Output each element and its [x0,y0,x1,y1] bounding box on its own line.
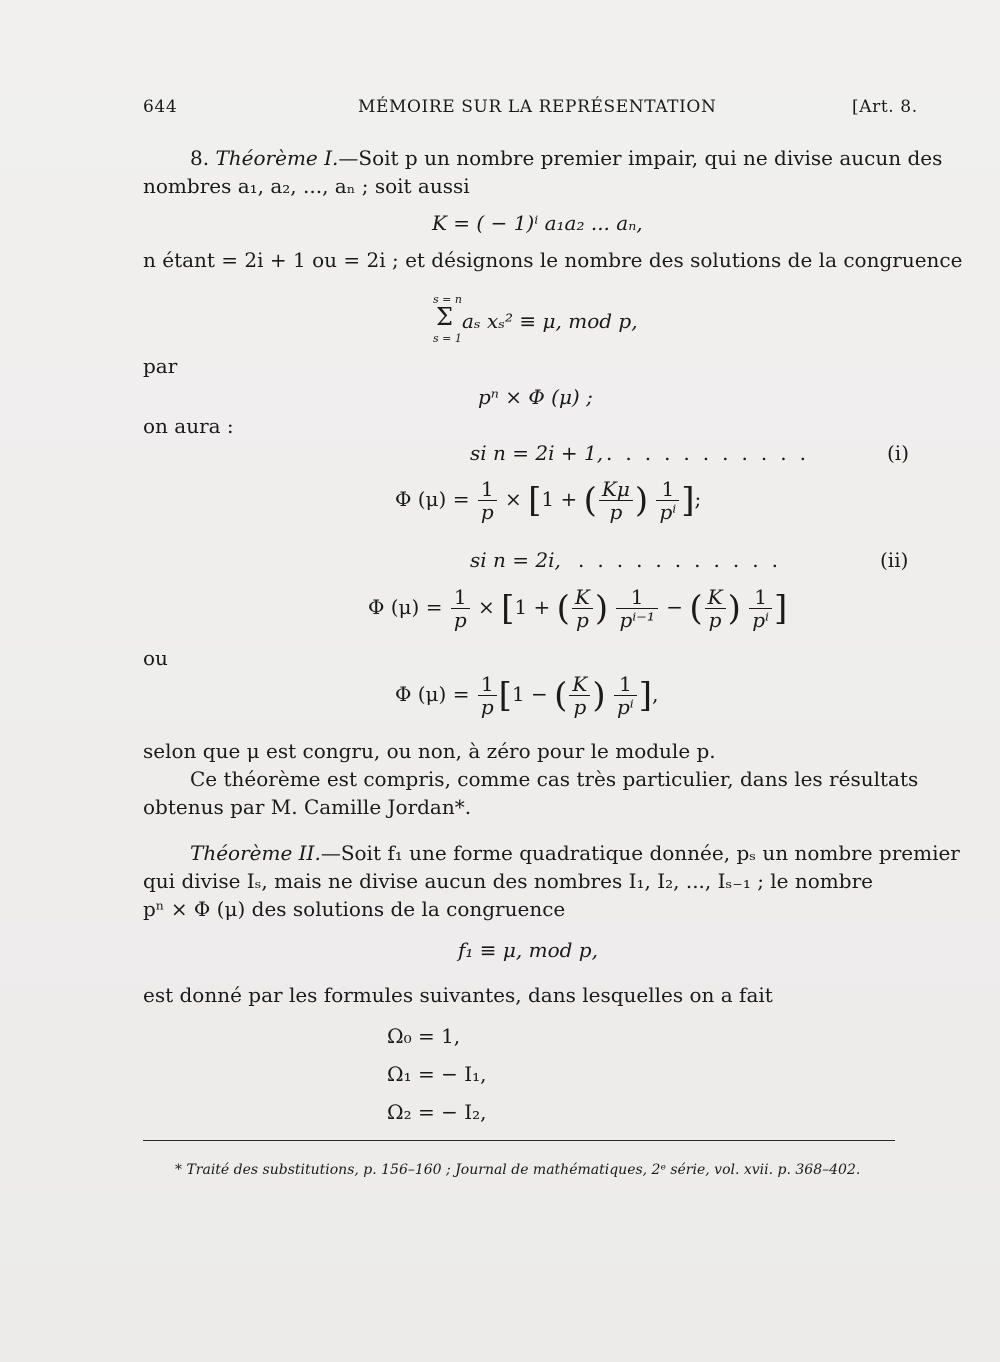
eq2-legendre-K-over-p-2: $\frac{K}{p}$ [705,586,726,631]
omega-2: Ω₂ = − I₂, [387,1100,487,1124]
eq2-minus: − [666,595,683,619]
eq1-semicolon: ; [694,487,702,511]
eq2-open-bracket: [ [501,588,515,629]
eq1-one-plus: 1 + [541,487,578,511]
eq2-open-paren-2: ( [689,588,703,629]
eq3-frac-1-over-pi: $\frac{1}{\text{pⁱ}}$ [614,673,637,718]
eq2-close-paren-1: ) [594,588,609,629]
eq3-open-paren: ( [554,675,568,716]
equation-count: pⁿ × Φ (μ) ; [478,385,593,409]
case2-condition: si n = 2i, [470,548,561,572]
eq1-open-paren: ( [583,480,597,521]
eq1-close-bracket: ] [681,480,695,521]
eq2-one-plus: 1 + [514,595,551,619]
selon-line: selon que μ est congru, ou non, à zéro pour le module p. [143,739,716,763]
eq2-frac-1-over-p: $\frac{1}{p}$ [451,586,470,631]
eq2-open-paren-1: ( [556,588,570,629]
eq3-legendre-K-over-p: $\frac{K}{p}$ [569,673,590,718]
sum-sign: Σ [436,303,453,331]
word-on-aura: on aura : [143,414,234,438]
eq2-times: × [478,595,495,619]
equation-case2 [368,586,787,631]
case1-condition: si n = 2i + 1, [470,441,604,465]
eq2-legendre-K-over-p-1: $\frac{K}{p}$ [572,586,593,631]
eq1-frac-1-over-p: $\frac{1}{p}$ [478,478,497,523]
section-number: 8. [190,146,216,170]
eq3-close-bracket: ] [638,675,653,716]
sum-upper-limit: s = n [433,293,462,306]
case2-leader-dots: ........... [578,548,791,572]
theorem2-statement-start: —Soit f₁ une forme quadratique donnée, pₛ un nombre premier [320,841,960,865]
theorem1-line2: nombres a₁, a₂, ..., aₙ ; soit aussi [143,174,470,198]
eq2-frac-1-over-pi: $\frac{1}{\text{pⁱ}}$ [749,586,772,631]
congruence-sum: aₛ xₛ² ≡ μ, mod p, [462,309,638,333]
eq1-lhs: Φ (μ) = [395,487,470,511]
eq3-lhs: Φ (μ) = [395,682,470,706]
equation-case2-alt [395,673,658,718]
word-par: par [143,354,178,378]
equation-K: K = ( − 1)ⁱ a₁a₂ ... aₙ, [432,211,643,235]
theorem2-line3: pⁿ × Φ (μ) des solutions de la congruence [143,897,566,921]
case2-label: (ii) [880,548,909,572]
eq1-open-bracket: [ [528,480,542,521]
sum-lower-limit: s = 1 [433,332,462,345]
word-ou: ou [143,646,168,670]
eq3-frac-1-over-p: $\frac{1}{p}$ [478,673,497,718]
eq1-legendre-Kmu-over-p: $\frac{K\mu}{p}$ [599,478,633,523]
eq3-open-bracket: [ [498,675,512,716]
footnote: * Traité des substitutions, p. 156–160 ; Journal de mathématiques, 2ᵉ série, vol. xvii. p. 368–402. [175,1162,861,1178]
eq1-frac-1-over-pi: $\frac{1}{\text{pⁱ}}$ [656,478,679,523]
remark-line1: Ce théorème est compris, comme cas très particulier, dans les résultats [190,767,919,791]
article-reference: [Art. 8. [852,97,918,117]
equation-case1 [395,478,701,523]
eq1-close-paren: ) [634,480,649,521]
theorem1-statement-start: —Soit p un nombre premier impair, qui ne divise aucun des [338,146,943,170]
case1-leader-dots: ........... [606,441,819,465]
omega-0: Ω₀ = 1, [387,1024,461,1048]
eq2-frac-1-over-pi-minus-1: $\frac{1}{\text{pⁱ⁻¹}}$ [616,586,657,631]
remark-line2: obtenus par M. Camille Jordan*. [143,795,472,819]
running-title: MÉMOIRE SUR LA REPRÉSENTATION [358,97,717,117]
omega-1: Ω₁ = − I₁, [387,1062,487,1086]
theorem1-line1 [190,145,942,171]
eq2-close-bracket: ] [774,588,788,629]
eq2-lhs: Φ (μ) = [368,595,443,619]
theorem1-line3: n étant = 2i + 1 ou = 2i ; et désignons le nombre des solutions de la congruence [143,248,963,272]
eq3-one-minus: 1 − [511,682,548,706]
theorem2-title: Théorème II. [190,841,321,865]
eq3-comma: , [652,682,659,706]
footnote-rule [143,1140,895,1141]
theorem2-line4: est donné par les formules suivantes, dans lesquelles on a fait [143,983,773,1007]
eq3-close-paren: ) [592,675,606,716]
case1-label: (i) [887,441,910,465]
page-number: 644 [143,97,178,117]
theorem1-title: Théorème I. [215,146,339,170]
theorem2-line2: qui divise Iₛ, mais ne divise aucun des nombres I₁, I₂, ..., Iₛ₋₁ ; le nombre [143,869,873,893]
theorem2-line1 [190,840,960,866]
eq2-close-paren-2: ) [727,588,741,629]
congruence-f1: f₁ ≡ μ, mod p, [458,938,598,962]
eq1-times: × [505,487,522,511]
